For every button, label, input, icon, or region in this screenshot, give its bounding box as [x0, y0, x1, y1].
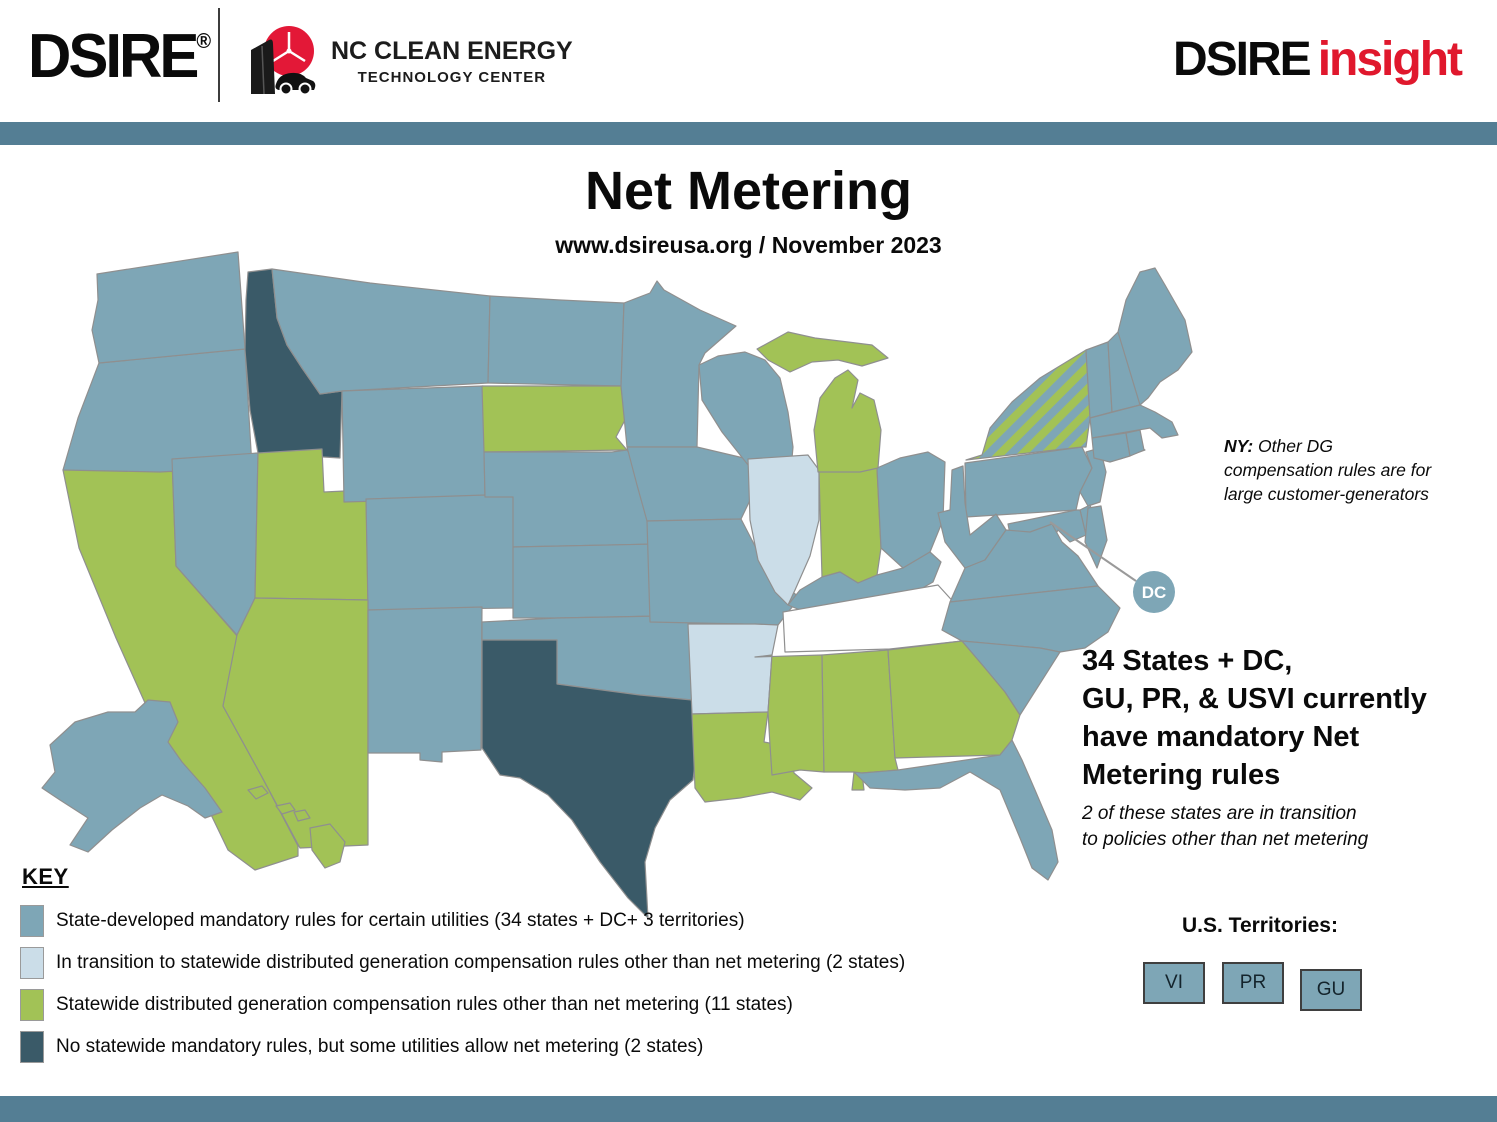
- stats-line: GU, PR, & USVI currently: [1082, 683, 1427, 715]
- state-colorado: [366, 495, 515, 610]
- state-ohio: [877, 452, 945, 568]
- legend-label: No statewide mandatory rules, but some utilities allow net metering (2 states): [56, 1036, 704, 1057]
- state-iowa: [627, 447, 753, 521]
- legend-label: In transition to statewide distributed generation compensation rules other than net metering (2 states): [56, 952, 906, 973]
- ncce-subname: TECHNOLOGY CENTER: [357, 68, 547, 86]
- territory-box-gu: GU: [1300, 969, 1362, 1011]
- state-indiana: [819, 468, 881, 583]
- territories-heading: U.S. Territories:: [1182, 914, 1338, 937]
- legend-swatch-other-rules: [20, 989, 44, 1021]
- registered-mark: ®: [196, 30, 212, 54]
- stats-note: 2 of these states are in transition to policies other than net metering: [1082, 803, 1369, 850]
- state-new-mexico: [368, 607, 482, 762]
- stats-line: Metering rules: [1082, 759, 1281, 791]
- legend-swatch-no-statewide: [20, 1031, 44, 1063]
- legend-item-transition: [20, 942, 905, 984]
- state-new-york: [966, 350, 1090, 460]
- territory-box-pr: PR: [1222, 962, 1284, 1004]
- state-south-dakota: [482, 386, 627, 452]
- legend-label: Statewide distributed generation compensation rules other than net metering (11 states): [56, 994, 793, 1015]
- state-michigan-lower: [814, 370, 881, 472]
- key-heading: KEY: [22, 864, 69, 889]
- page-title: Net Metering: [584, 161, 913, 221]
- state-alabama: [822, 650, 898, 790]
- legend-swatch-mandatory: [20, 905, 44, 937]
- legend-item-other-rules: [20, 984, 905, 1026]
- summary-stats: [1082, 642, 1492, 853]
- state-washington: [92, 252, 245, 363]
- ny-annotation: NY: Other DG compensation rules are for large customer-generators: [1224, 436, 1432, 504]
- territory-box-vi: VI: [1143, 962, 1205, 1004]
- state-arkansas: [688, 624, 778, 714]
- legend-item-mandatory: [20, 900, 905, 942]
- legend-swatch-transition: [20, 947, 44, 979]
- state-michigan-upper: [757, 332, 888, 372]
- stats-line: have mandatory Net: [1082, 721, 1360, 753]
- bottom-divider-bar: [0, 1096, 1497, 1122]
- dsire-insight-logo: DSIRE insight: [1172, 33, 1461, 86]
- state-wyoming: [342, 386, 485, 502]
- legend-item-no-statewide: [20, 1026, 905, 1068]
- legend-label: State-developed mandatory rules for certain utilities (34 states + DC+ 3 territories): [56, 910, 745, 931]
- stats-line: 34 States + DC,: [1082, 645, 1293, 677]
- state-connecticut: [1092, 433, 1130, 462]
- state-oregon: [63, 349, 252, 472]
- dc-label: DC: [1141, 583, 1167, 602]
- legend: [20, 900, 905, 1068]
- state-kansas: [513, 544, 663, 618]
- page-subtitle: www.dsireusa.org / November 2023: [555, 232, 942, 258]
- ncce-name: NC CLEAN ENERGY: [331, 36, 573, 65]
- state-north-dakota: [488, 296, 624, 386]
- dsire-logo: DSIRE®: [28, 21, 212, 91]
